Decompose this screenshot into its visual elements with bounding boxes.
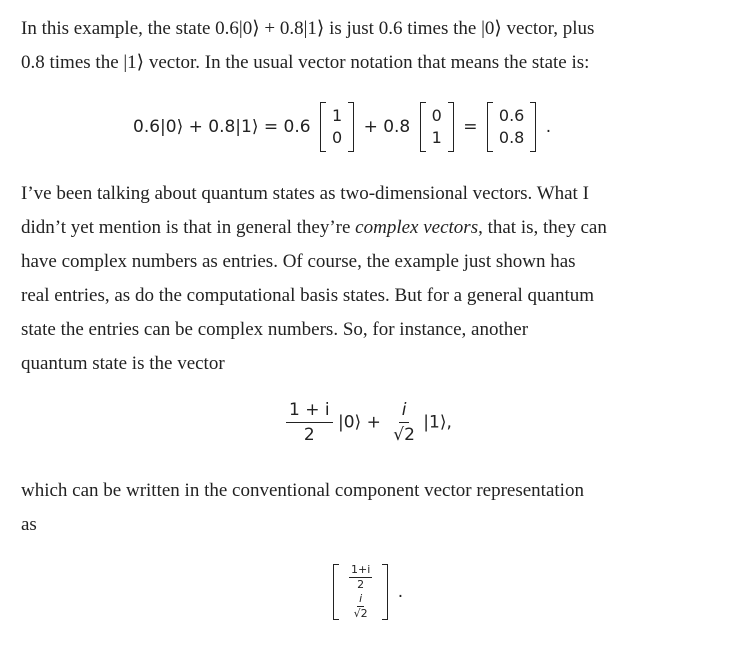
vector-entry: 1 bbox=[431, 128, 442, 147]
text-line: In this example, the state 0.6|0⟩ + 0.8|1⟩ is just 0.6 times the |0⟩ vector, plus bbox=[21, 18, 595, 39]
emphasis-complex-vectors: complex vectors bbox=[355, 217, 479, 238]
bracket-right bbox=[530, 102, 536, 152]
fraction-entry-0 bbox=[349, 564, 372, 591]
text-line: quantum state is the vector bbox=[21, 353, 225, 374]
fraction-coefficient-0 bbox=[286, 400, 333, 445]
vector-ket1 bbox=[420, 102, 454, 152]
text-line bbox=[21, 211, 721, 245]
ket-zero-term: |0⟩ + bbox=[338, 412, 381, 433]
text-line: as bbox=[21, 514, 37, 535]
text-line: I’ve been talking about quantum states as two-dimensional vectors. What I bbox=[21, 183, 589, 204]
text-line: have complex numbers as entries. Of course, the example just shown has bbox=[21, 251, 576, 272]
fraction-denominator: √2 bbox=[353, 607, 368, 620]
fraction-numerator: 1+i bbox=[351, 563, 371, 576]
ket-one-term: |1⟩, bbox=[423, 412, 452, 433]
vector-result bbox=[487, 102, 536, 152]
equation-period: . bbox=[397, 582, 404, 602]
bracket-right bbox=[448, 102, 454, 152]
bracket-right bbox=[382, 564, 388, 620]
vector-complex bbox=[333, 564, 388, 620]
paragraph-intro bbox=[21, 12, 721, 80]
text-span: , that is, they can bbox=[478, 217, 607, 238]
fraction-denominator: √2 bbox=[393, 425, 415, 445]
text-line: 0.8 times the |1⟩ vector. In the usual vector notation that means the state is: bbox=[21, 52, 590, 73]
equation-component-vector bbox=[333, 564, 403, 620]
vector-entry: 0.8 bbox=[498, 128, 525, 147]
fraction-numerator: 1 + i bbox=[286, 400, 333, 423]
bracket-right bbox=[348, 102, 354, 152]
fraction-denominator: 2 bbox=[357, 578, 365, 591]
vector-ket0 bbox=[320, 102, 354, 152]
fraction-numerator: i bbox=[399, 400, 410, 423]
equation-vector-notation bbox=[133, 102, 551, 152]
text-line: state the entries can be complex numbers. So, for instance, another bbox=[21, 319, 529, 340]
text-line: real entries, as do the computational basis states. But for a general quantum bbox=[21, 285, 594, 306]
equation-period: . bbox=[545, 117, 552, 137]
paragraph-component-representation bbox=[21, 474, 721, 542]
text-span: didn’t yet mention is that in general they’re bbox=[21, 217, 356, 238]
fraction-denominator: 2 bbox=[303, 425, 315, 445]
vector-entry: 0.6 bbox=[498, 106, 525, 125]
vector-entry: 0 bbox=[431, 106, 442, 125]
equation-plus-term: + 0.8 bbox=[363, 117, 411, 137]
equation-lhs: 0.6|0⟩ + 0.8|1⟩ = 0.6 bbox=[133, 117, 311, 137]
fraction-entry-1 bbox=[352, 593, 370, 620]
equation-complex-state bbox=[286, 400, 452, 445]
text-line: which can be written in the conventional component vector representation bbox=[21, 480, 584, 501]
equals-sign: = bbox=[463, 117, 478, 137]
vector-entry: 0 bbox=[331, 128, 343, 147]
paragraph-complex-vectors bbox=[21, 177, 721, 381]
fraction-coefficient-1 bbox=[390, 400, 418, 445]
vector-entry: 1 bbox=[331, 106, 343, 125]
fraction-numerator: i bbox=[359, 592, 363, 605]
